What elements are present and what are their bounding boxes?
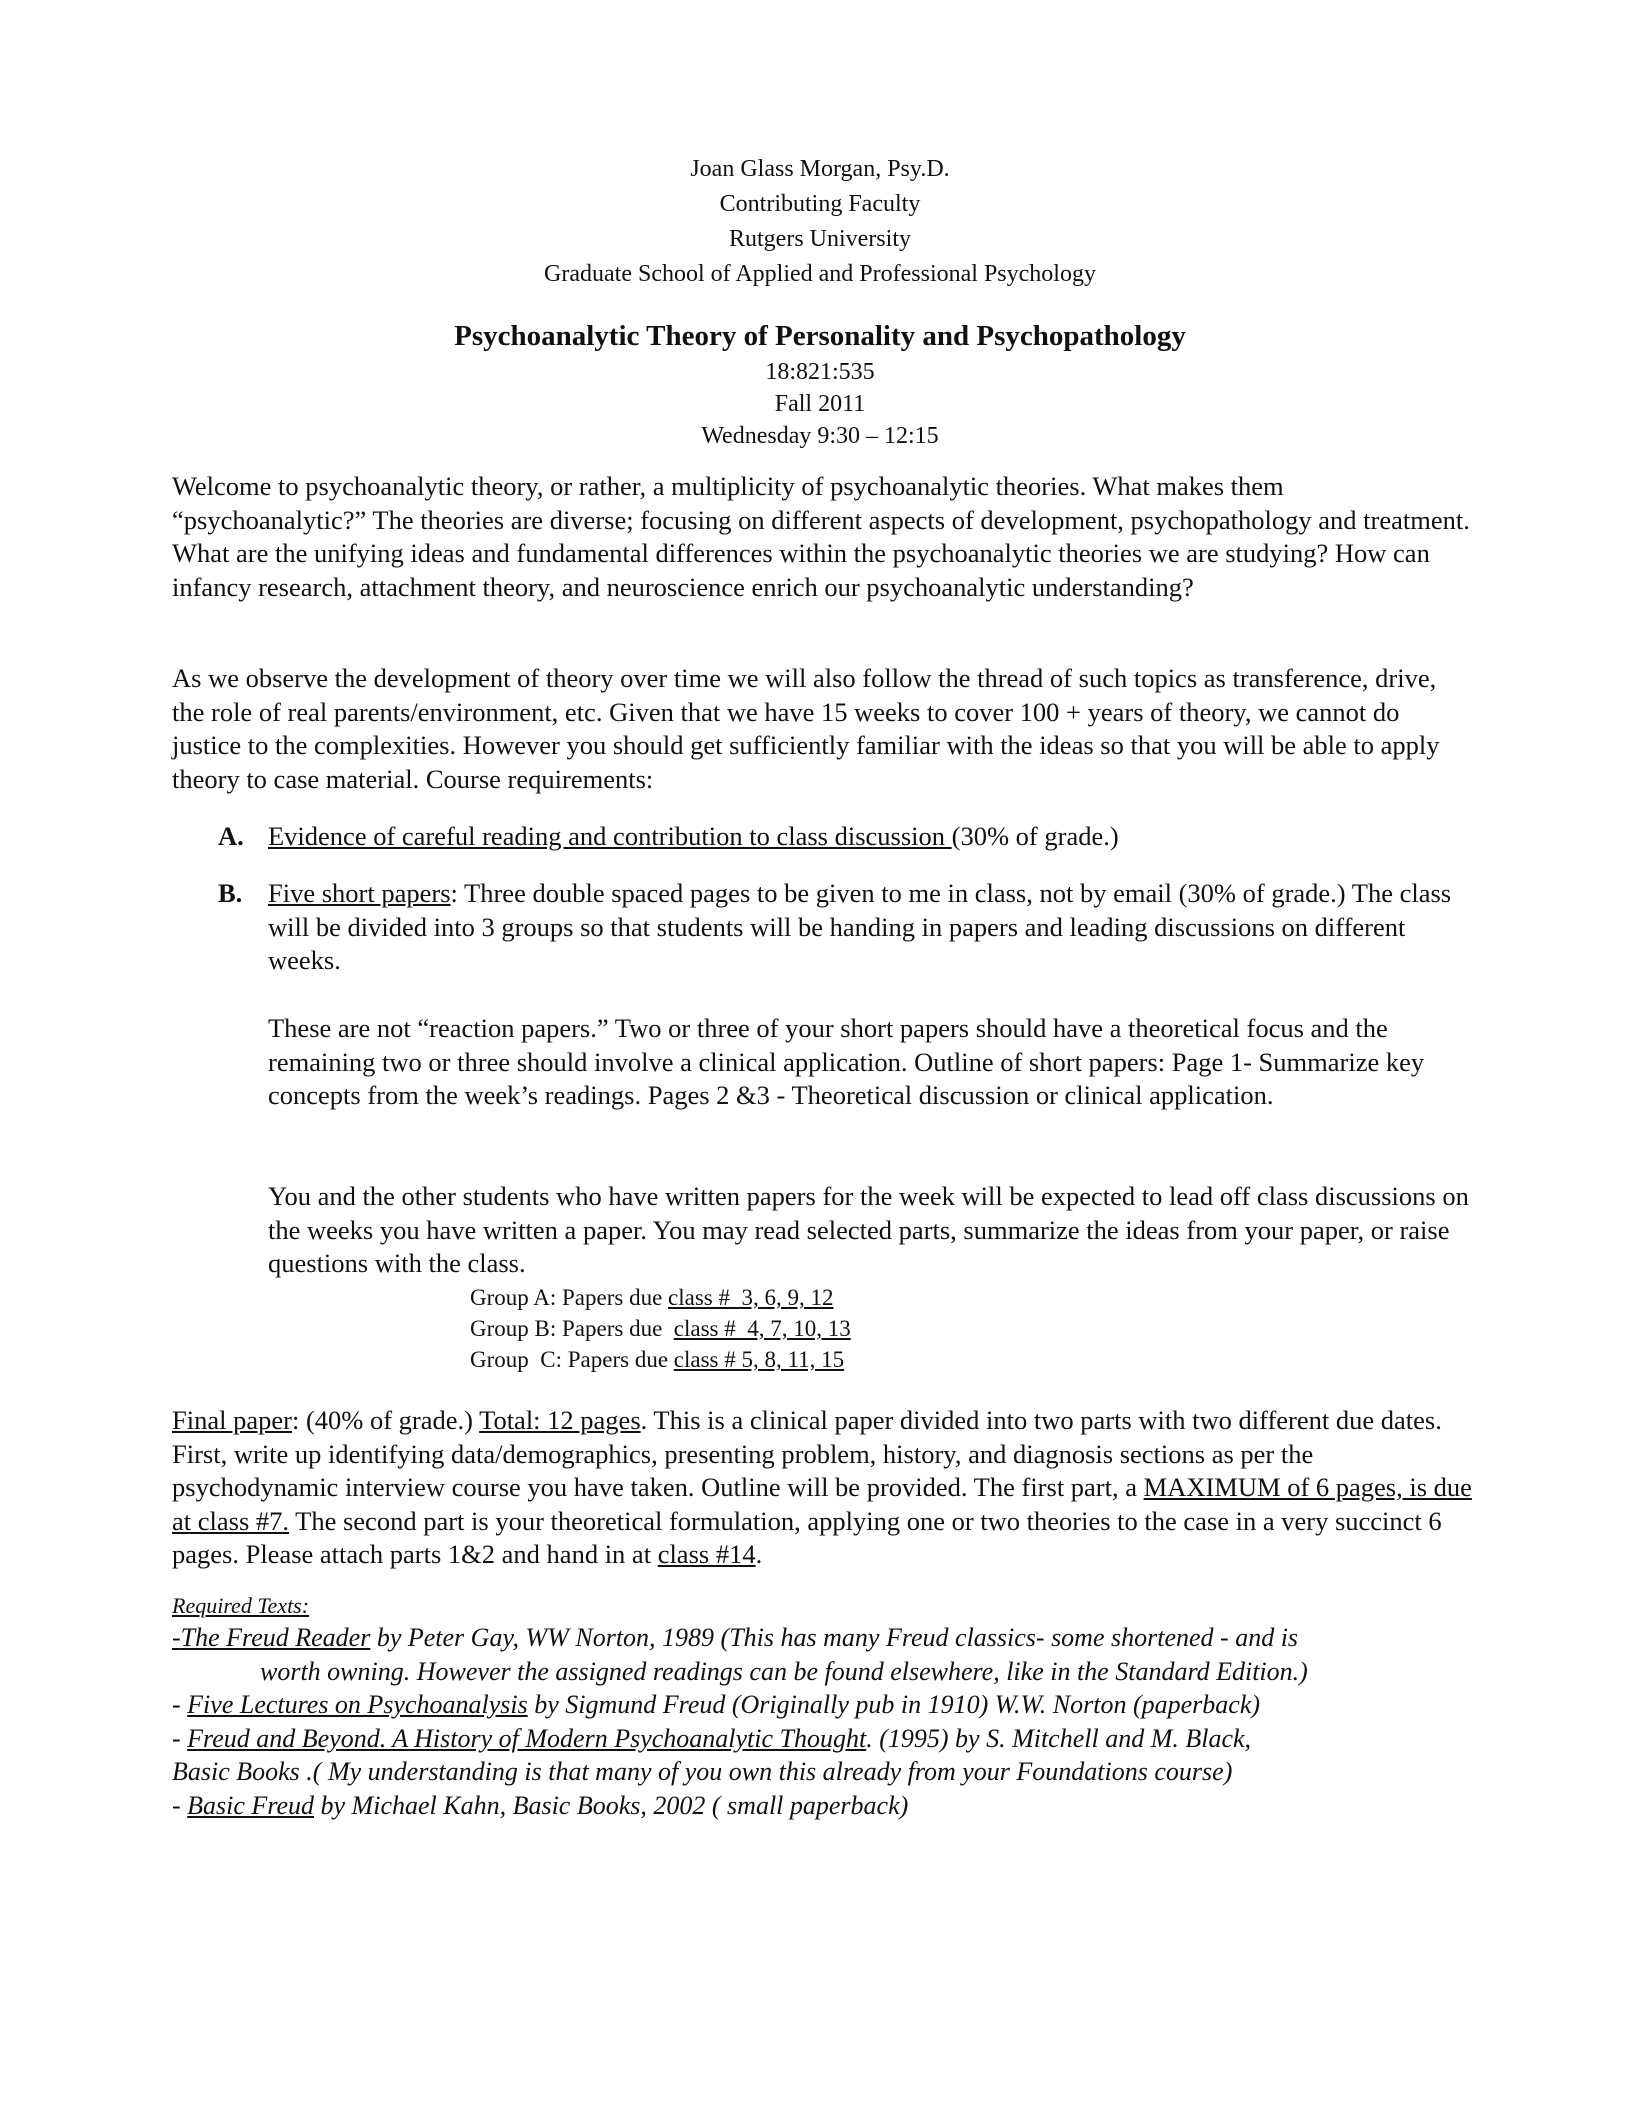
course-schedule: Wednesday 9:30 – 12:15 — [701, 423, 939, 449]
group-b-label: Group B: Papers due — [470, 1316, 674, 1341]
text-item — [172, 1722, 1472, 1756]
intro-paragraph-2: As we observe the development of theory over time we will also follow the thread of such topics as transference, drive, the role of real parents/environment, etc. Given that we have 15 weeks to cover 100 + years of theory, we cannot do justice to the complexities. However you should get sufficiently familiar with the ideas so that you will be able to apply theory to case material. Course requirements: — [172, 663, 1440, 794]
discussion-paragraph: You and the other students who have written papers for the week will be expected to lead off class discussions on the weeks you have written a paper. You may read selected parts, summarize the ideas from your paper, or raise questions with the class. — [268, 1181, 1469, 1278]
course-number: 18:821:535 — [765, 359, 875, 385]
text-item — [172, 1688, 1472, 1722]
text-item-prefix: - — [172, 1723, 188, 1753]
final-paper-due-class: class #14 — [657, 1539, 756, 1569]
text-item — [172, 1621, 1472, 1655]
author-name: Joan Glass Morgan, Psy.D. — [690, 156, 950, 182]
requirement-a-letter: A. — [218, 821, 244, 851]
final-paper-description: . This is a clinical paper divided into two parts with two different due dates. First, write up identifying data/demographics, presenting problem, history, and diagnosis sections as per the psychodynamic interview course you have taken. Outline will be provided. The first part, a — [172, 1405, 1442, 1502]
text-item-details: by Peter Gay, WW Norton, 1989 (This has many Freud classics- some shortened - and is — [370, 1623, 1299, 1652]
final-paper-label: Final paper — [172, 1405, 292, 1435]
group-b-line — [470, 1313, 851, 1344]
group-a-label: Group A: Papers due — [470, 1285, 669, 1310]
required-texts — [172, 1591, 1472, 1822]
group-a-classes: class # 3, 6, 9, 12 — [668, 1285, 834, 1310]
text-item-details: by Sigmund Freud (Originally pub in 1910) W.W. Norton (paperback) — [527, 1690, 1261, 1719]
group-b-classes: class # 4, 7, 10, 13 — [673, 1316, 851, 1341]
text-item-prefix: - — [172, 1790, 188, 1820]
group-a-line — [470, 1282, 851, 1313]
text-item-title: Freud and Beyond. A History of Modern Psychoanalytic Thought — [187, 1723, 867, 1753]
final-paper-total: Total: 12 pages — [479, 1405, 641, 1435]
final-paper-period: . — [755, 1539, 763, 1569]
text-item-title: Basic Freud — [187, 1790, 315, 1820]
requirement-b — [218, 877, 1478, 978]
course-meta — [0, 356, 1640, 452]
group-schedule — [470, 1282, 851, 1375]
intro-paragraph-1: Welcome to psychoanalytic theory, or rather, a multiplicity of psychoanalytic theories. What makes them “psychoanalytic?” The theories are diverse; focusing on different aspects of development, psychopathology and treatment. What are the unifying ideas and fundamental differences within the psychoanalytic theories we are studying? How can infancy research, attachment theory, and neuroscience enrich our psychoanalytic understanding? — [172, 471, 1470, 602]
requirement-a-title: Evidence of careful reading and contribution to class discussion — [268, 821, 952, 851]
requirement-a — [218, 820, 1478, 854]
course-term: Fall 2011 — [774, 391, 866, 417]
course-title: Psychoanalytic Theory of Personality and Psychopathology — [454, 320, 1186, 352]
school-name: Graduate School of Applied and Professional Psychology — [544, 261, 1096, 287]
faculty-header — [0, 152, 1640, 292]
text-item — [172, 1789, 1472, 1823]
group-c-label: Group C: Papers due — [470, 1347, 674, 1372]
text-item-title: The Freud Reader — [180, 1623, 371, 1652]
group-c-line — [470, 1344, 851, 1375]
short-papers-paragraph: These are not “reaction papers.” Two or three of your short papers should have a theoretical focus and the remaining two or three should involve a clinical application. Outline of short papers: Page 1- Summarize key concepts from the week’s readings. Pages 2 &3 - Theoretical discussion or clinical application. — [268, 1013, 1425, 1110]
final-paper-second-part: The second part is your theoretical formulation, applying one or two theories to the case in a very succinct 6 pages. Please attach parts 1&2 and hand in at — [172, 1505, 1442, 1569]
requirement-b-title: Five short papers — [268, 878, 451, 908]
requirement-b-detail: : Three double spaced pages to be given to me in class, not by email (30% of grade.) The class will be divided into 3 groups so that students will be handing in papers and leading discussions on different weeks. — [268, 878, 1452, 975]
final-paper-paragraph — [172, 1404, 1472, 1572]
text-item-continuation: worth owning. However the assigned readings can be found elsewhere, like in the Standard Edition.) — [260, 1656, 1308, 1686]
faculty-role: Contributing Faculty — [719, 191, 921, 217]
text-item-details: by Michael Kahn, Basic Books, 2002 ( small paperback) — [314, 1790, 909, 1820]
text-item-prefix: - — [172, 1623, 181, 1652]
text-item-title: Five Lectures on Psychoanalysis — [187, 1690, 528, 1719]
text-item-details: . (1995) by S. Mitchell and M. Black, — [866, 1723, 1252, 1753]
group-c-classes: class # 5, 8, 11, 15 — [673, 1347, 845, 1372]
requirement-b-letter: B. — [218, 878, 243, 908]
requirement-a-detail: (30% of grade.) — [951, 821, 1119, 851]
text-item-prefix: - — [172, 1690, 188, 1719]
final-paper-weight: : (40% of grade.) — [291, 1405, 480, 1435]
university-name: Rutgers University — [729, 226, 911, 252]
final-paper-maximum: MAXIMUM of 6 pages, is due at class #7. — [172, 1472, 1472, 1536]
required-texts-heading: Required Texts: — [172, 1593, 310, 1618]
text-item-continuation: Basic Books .( My understanding is that many of you own this already from your Foundations course) — [172, 1757, 1233, 1786]
